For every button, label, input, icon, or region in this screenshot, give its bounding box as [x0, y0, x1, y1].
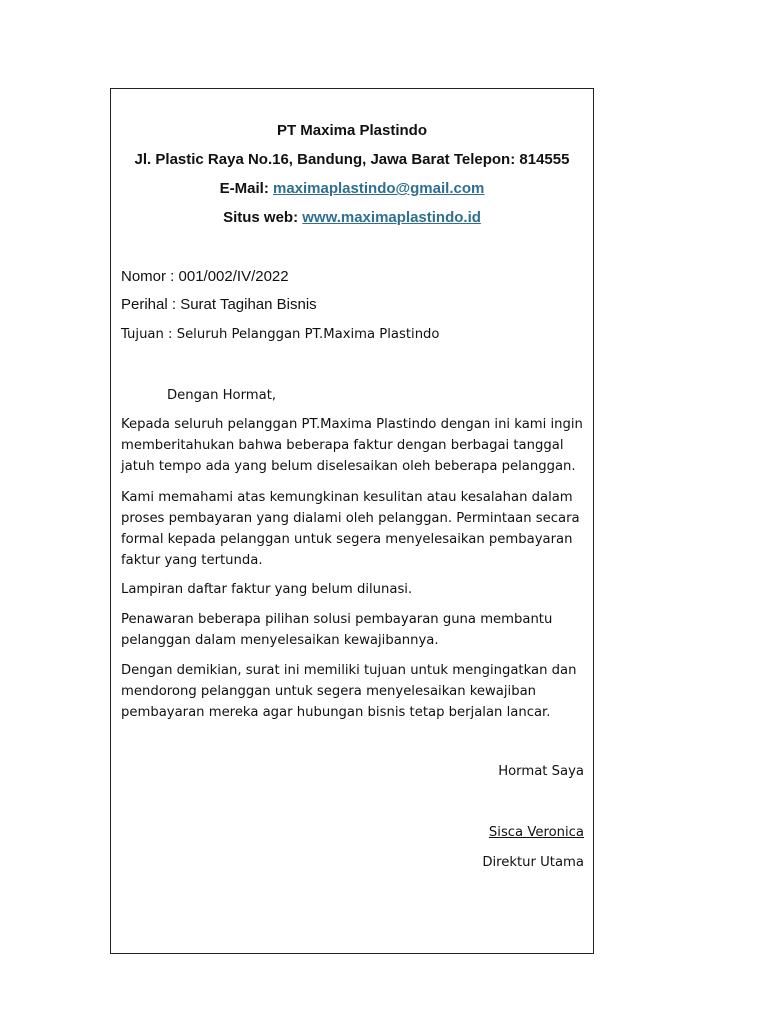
letter-subject: Perihal : Surat Tagihan Bisnis: [121, 296, 317, 313]
paragraph-line: Kami memahami atas kemungkinan kesulitan atau kesalahan dalam: [121, 490, 573, 505]
website-label: Situs web:: [223, 209, 299, 226]
paragraph-1: [121, 414, 591, 477]
signatory-title: Direktur Utama: [482, 855, 584, 870]
company-name: PT Maxima Plastindo: [276, 122, 428, 139]
letter-number: Nomor : 001/002/IV/2022: [121, 268, 289, 285]
paragraph-line: jatuh tempo ada yang belum diselesaikan oleh beberapa pelanggan.: [121, 459, 576, 474]
website-line: [111, 209, 593, 226]
paragraph-3: [121, 579, 591, 600]
paragraph-line: Penawaran beberapa pilihan solusi pembayaran guna membantu: [121, 612, 553, 627]
paragraph-line: faktur yang tertunda.: [121, 553, 263, 568]
paragraph-line: Dengan demikian, surat ini memiliki tujuan untuk mengingatkan dan: [121, 663, 577, 678]
email-line: [111, 180, 593, 197]
paragraph-5: [121, 660, 591, 723]
paragraph-2: [121, 487, 591, 571]
salutation: [167, 385, 637, 406]
paragraph-line: proses pembayaran yang dialami oleh pelanggan. Permintaan secara: [121, 511, 580, 526]
paragraph-line: Kepada seluruh pelanggan PT.Maxima Plastindo dengan ini kami ingin: [121, 417, 583, 432]
website-link[interactable]: www.maximaplastindo.id: [302, 209, 481, 226]
paragraph-line: memberitahukan bahwa beberapa faktur dengan berbagai tanggal: [121, 438, 564, 453]
salutation-text: Dengan Hormat,: [167, 388, 277, 403]
letter-page: [110, 88, 594, 954]
paragraph-line: mendorong pelanggan untuk segera menyelesaikan kewajiban: [121, 684, 537, 699]
letter-recipient: [121, 324, 591, 345]
paragraph-line: formal kepada pelanggan untuk segera menyelesaikan pembayaran: [121, 532, 573, 547]
paragraph-line: Lampiran daftar faktur yang belum dilunasi.: [121, 582, 413, 597]
recipient-text: Tujuan : Seluruh Pelanggan PT.Maxima Plastindo: [121, 327, 440, 342]
paragraph-line: pembayaran mereka agar hubungan bisnis tetap berjalan lancar.: [121, 705, 551, 720]
signatory-name: Sisca Veronica: [488, 825, 584, 840]
email-link[interactable]: maximaplastindo@gmail.com: [272, 180, 485, 197]
paragraph-4: [121, 609, 591, 651]
closing-greeting: Hormat Saya: [498, 764, 584, 779]
company-address: Jl. Plastic Raya No.16, Bandung, Jawa Barat Telepon: 814555: [134, 151, 570, 168]
email-label: E-Mail:: [219, 180, 269, 197]
paragraph-line: pelanggan dalam menyelesaikan kewajibannya.: [121, 633, 439, 648]
